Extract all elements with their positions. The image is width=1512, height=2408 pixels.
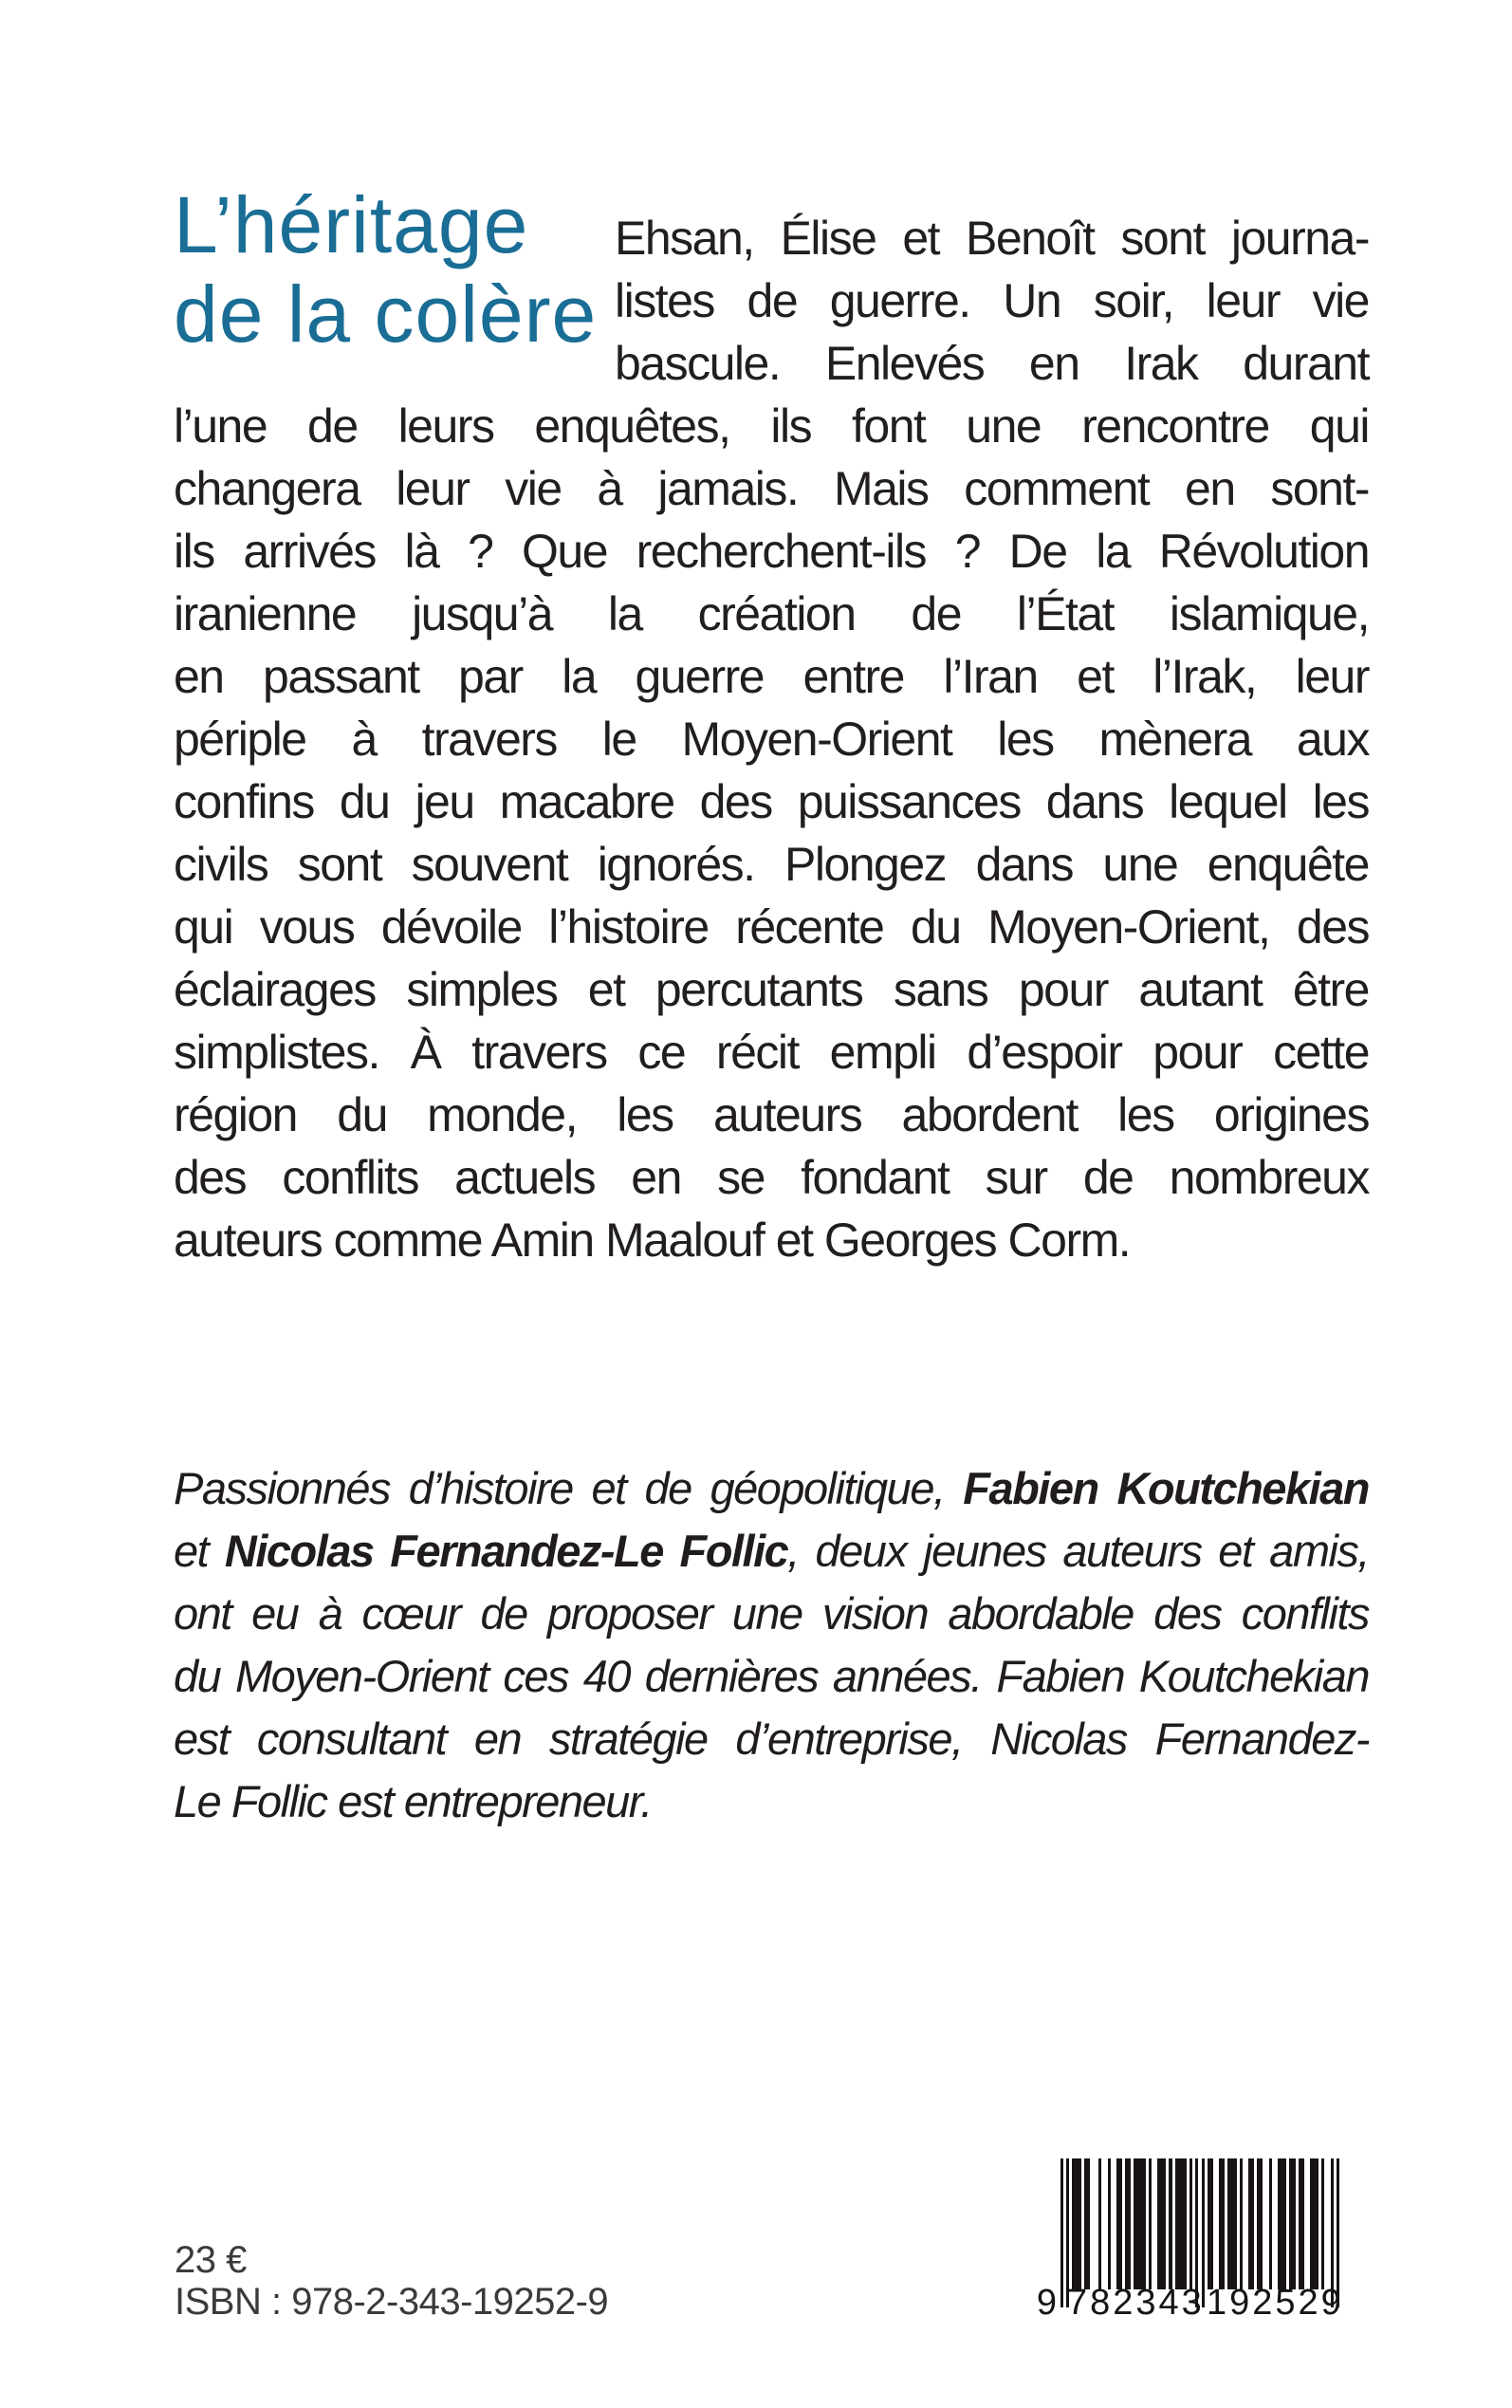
synopsis-line: ils arrivés là ? Que recherchent-ils ? De la Révolution — [174, 525, 1369, 578]
bio-line — [174, 1457, 1369, 1520]
synopsis-line: bascule. Enlevés en Irak durant — [615, 337, 1369, 390]
bio-line — [174, 1520, 1369, 1583]
author-name: Nicolas Fernandez-Le Follic — [224, 1526, 788, 1576]
book-title-line1: L’héritage — [174, 180, 529, 269]
barcode-digits-right: 192529 — [1207, 2283, 1344, 2323]
synopsis-section — [174, 180, 1369, 1271]
bio-text: du Moyen-Orient ces 40 dernières années. Fabien Koutchekian — [174, 1651, 1369, 1701]
price-label: 23 € — [175, 2239, 247, 2281]
bio-line — [174, 1645, 1369, 1708]
bio-text: est consultant en stratégie d’entreprise, Nicolas Fernandez- — [174, 1713, 1369, 1764]
bio-text: ont eu à cœur de proposer une vision abordable des conflits — [174, 1588, 1369, 1639]
synopsis-line: des conflits actuels en se fondant sur de nombreux — [174, 1151, 1369, 1204]
author-name: Fabien Koutchekian — [963, 1463, 1369, 1513]
barcode-digits-left: 782343 — [1067, 2283, 1205, 2323]
synopsis-line: auteurs comme Amin Maalouf et Georges Corm. — [174, 1213, 1131, 1267]
synopsis-line: Ehsan, Élise et Benoît sont journa- — [615, 212, 1369, 265]
synopsis-line: changera leur vie à jamais. Mais comment en sont- — [174, 462, 1369, 515]
ean13-barcode — [1036, 2158, 1344, 2325]
bio-line — [174, 1708, 1369, 1770]
synopsis-line: listes de guerre. Un soir, leur vie — [615, 274, 1369, 327]
book-title-line2: de la colère — [174, 269, 598, 359]
bio-line — [174, 1583, 1369, 1645]
synopsis-line: confins du jeu macabre des puissances dans lequel les — [174, 775, 1369, 828]
bio-text: Le Follic est entrepreneur. — [174, 1776, 652, 1826]
synopsis-line: qui vous dévoile l’histoire récente du Moyen-Orient, des — [174, 900, 1369, 954]
synopsis-line: iranienne jusqu’à la création de l’État islamique, — [174, 587, 1369, 640]
synopsis-line: périple à travers le Moyen-Orient les mènera aux — [174, 713, 1369, 766]
authors-bio — [174, 1457, 1369, 1833]
book-title — [174, 180, 615, 395]
synopsis-line: région du monde, les auteurs abordent les origines — [174, 1088, 1369, 1141]
synopsis-line: civils sont souvent ignorés. Plongez dans une enquête — [174, 838, 1369, 891]
synopsis-line: l’une de leurs enquêtes, ils font une rencontre qui — [174, 399, 1369, 453]
bio-text: et — [174, 1526, 225, 1576]
barcode-digit-first: 9 — [1036, 2283, 1057, 2323]
price-isbn-block — [175, 2239, 608, 2323]
synopsis-line: éclairages simples et percutants sans pour autant être — [174, 963, 1369, 1016]
barcode-digits — [1036, 2283, 1344, 2325]
synopsis-line: en passant par la guerre entre l’Iran et l’Irak, leur — [174, 650, 1369, 703]
synopsis-line: simplistes. À travers ce récit empli d’espoir pour cette — [174, 1026, 1369, 1079]
bio-text: , deux jeunes auteurs et amis, — [787, 1526, 1369, 1576]
bio-line — [174, 1770, 1369, 1833]
bio-text: Passionnés d’histoire et de géopolitique, — [174, 1463, 964, 1513]
isbn-label: ISBN : 978-2-343-19252-9 — [175, 2281, 609, 2323]
